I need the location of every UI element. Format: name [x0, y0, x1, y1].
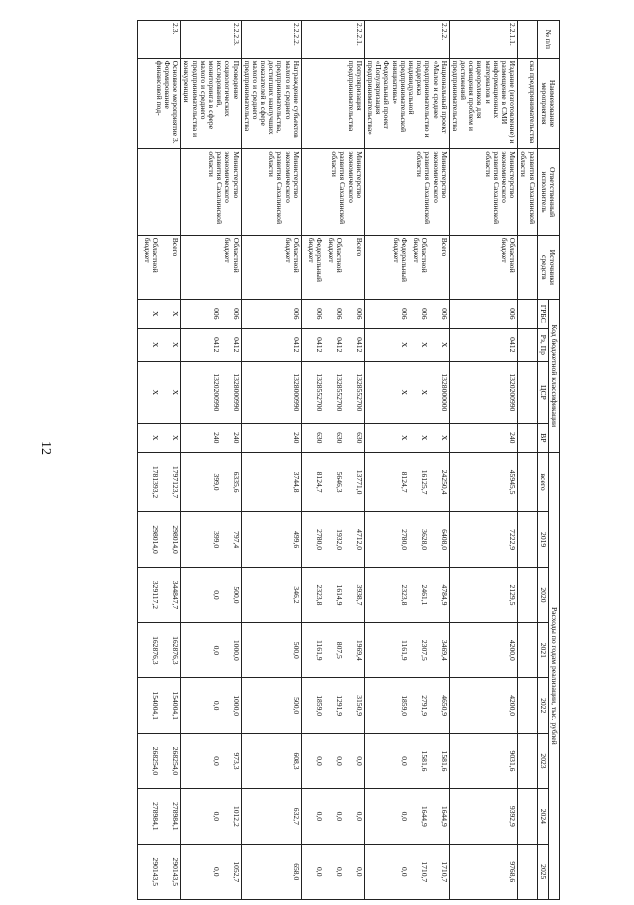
- year-value-cell: [181, 512, 241, 567]
- year-value: 9768,6: [508, 861, 518, 883]
- grbs-code-cell: [301, 299, 364, 328]
- year-value: 0,0: [399, 811, 409, 822]
- csr-code: Х: [171, 389, 181, 396]
- rzpr-code: Х: [399, 342, 409, 348]
- executor: [138, 149, 181, 235]
- year-value-cell: [301, 623, 364, 678]
- total-value-cell: [301, 452, 364, 512]
- grbs-code-cell: [364, 299, 449, 328]
- table-body: [138, 21, 537, 900]
- year-value-cell: [138, 678, 181, 733]
- page-number: 12: [38, 441, 53, 455]
- budget-table: [137, 20, 560, 900]
- csr-code: 1328000000: [439, 373, 449, 412]
- year-value: 1710,7: [439, 861, 449, 883]
- rzpr-code-cell: [181, 328, 241, 361]
- year-value: 0,0: [334, 811, 344, 822]
- csr-code: 1328552700: [314, 373, 324, 412]
- header-year: 2023: [537, 733, 548, 788]
- total-value-cell: [518, 452, 537, 512]
- csr-code: 1328552700: [354, 373, 364, 412]
- total-value: 8124,7: [399, 471, 409, 493]
- table-row: [518, 21, 537, 900]
- year-value: 278984,1: [171, 802, 181, 831]
- year-value: 162876,3: [171, 636, 181, 665]
- year-value-cell: [364, 844, 449, 899]
- funding-source-cell: [449, 235, 518, 299]
- year-value-cell: [241, 623, 301, 678]
- year-value: 0,0: [211, 590, 221, 600]
- header-year: 2025: [537, 844, 548, 899]
- year-value-cell: [449, 789, 518, 844]
- year-value: 0,0: [334, 867, 344, 877]
- year-value-cell: [518, 733, 537, 788]
- rzpr-code: Х: [439, 342, 449, 348]
- row-number: 2.2.2.1.: [301, 21, 364, 59]
- total-value: 1797123,7: [171, 465, 181, 499]
- rzpr-code: Х: [419, 342, 429, 348]
- total-value: 3744,8: [291, 471, 301, 493]
- rzpr-code: 0412: [291, 337, 301, 353]
- year-value-cell: [181, 678, 241, 733]
- csr-code-cell: [364, 361, 449, 423]
- vr-code: 630: [314, 432, 324, 444]
- rzpr-code: 0412: [211, 337, 221, 353]
- funding-source: Всего: [439, 237, 449, 257]
- header-csr: ЦСР: [537, 361, 548, 423]
- year-value-cell: [138, 789, 181, 844]
- year-value: 500,0: [231, 586, 241, 604]
- table-row: [449, 21, 518, 900]
- year-value: 1969,4: [354, 639, 364, 661]
- year-value: 154004,1: [171, 691, 181, 720]
- year-value: 0,0: [211, 867, 221, 877]
- executor: Министерство экономического развития Сахалинской области: [241, 149, 301, 235]
- year-value-cell: [138, 512, 181, 567]
- year-value: 608,3: [291, 752, 301, 770]
- grbs-code: 006: [508, 308, 518, 320]
- year-value: 1581,6: [419, 750, 429, 772]
- total-value-cell: [181, 452, 241, 512]
- total-value-cell: [364, 452, 449, 512]
- grbs-code-cell: [449, 299, 518, 328]
- funding-source: Областной бюджет: [143, 237, 161, 273]
- year-value-cell: [138, 844, 181, 899]
- year-value: 9031,6: [508, 750, 518, 772]
- total-value-cell: [449, 452, 518, 512]
- event-name: Основное мероприятие 3. Формирование финансовой под-: [138, 58, 181, 149]
- grbs-code: 006: [334, 308, 344, 320]
- csr-code: Х: [419, 389, 429, 396]
- funding-source: Федеральный бюджет: [391, 237, 409, 282]
- year-value-cell: [241, 844, 301, 899]
- csr-code-cell: [449, 361, 518, 423]
- header-vr: ВР: [537, 423, 548, 452]
- grbs-code: 006: [419, 308, 429, 320]
- event-name: Популяризация предпринимательства: [301, 58, 364, 149]
- year-value-cell: [241, 512, 301, 567]
- rzpr-code-cell: [518, 328, 537, 361]
- row-number: 2.2.2.2.: [241, 21, 301, 59]
- event-name: Награждение субъектов малого и среднего предпринимательства, достигших наилучших показателей в сфере малого и среднего предпринимательства: [241, 58, 301, 149]
- year-value: 4712,0: [354, 529, 364, 551]
- year-value-cell: [138, 623, 181, 678]
- year-value-cell: [518, 567, 537, 622]
- funding-source-cell: [364, 235, 449, 299]
- year-value: 1581,6: [439, 750, 449, 772]
- csr-code: Х: [151, 389, 161, 396]
- rzpr-code: 0412: [508, 337, 518, 353]
- year-value: 278984,1: [151, 802, 161, 831]
- table-row: [181, 21, 241, 900]
- year-value-cell: [301, 733, 364, 788]
- vr-code-cell: [301, 423, 364, 452]
- funding-source: Областной бюджет: [411, 237, 429, 273]
- funding-source: Всего: [354, 237, 364, 257]
- year-value-cell: [449, 623, 518, 678]
- rzpr-code: 0412: [231, 337, 241, 353]
- year-value-cell: [181, 789, 241, 844]
- year-value-cell: [181, 733, 241, 788]
- vr-code: 630: [334, 432, 344, 444]
- year-value-cell: [364, 623, 449, 678]
- year-value: 1614,9: [334, 584, 344, 606]
- year-value: 399,0: [211, 531, 221, 549]
- year-value: 1644,9: [419, 805, 429, 827]
- rzpr-code-cell: [449, 328, 518, 361]
- grbs-code: 006: [354, 308, 364, 320]
- year-value: 0,0: [354, 811, 364, 822]
- header-year: 2022: [537, 678, 548, 733]
- csr-code: Х: [399, 389, 409, 396]
- vr-code: Х: [419, 435, 429, 441]
- grbs-code: 006: [314, 308, 324, 320]
- header-year: 2019: [537, 512, 548, 567]
- grbs-code: Х: [151, 311, 161, 317]
- year-value: 2129,5: [508, 584, 518, 606]
- header-total: всего: [537, 452, 548, 512]
- total-value: 5646,3: [334, 471, 344, 493]
- year-value: 2780,0: [314, 529, 324, 551]
- executor: Министерство экономического развития Сахалинской области: [364, 149, 449, 235]
- event-name: Национальный проект «Малое и среднее предпринимательство и поддержка индивидуальной предпринимательской инициативы» Федеральный проект «Популяризация предпринимательства»: [364, 58, 449, 149]
- year-value: 1161,9: [399, 640, 409, 661]
- table-row: [138, 21, 181, 900]
- vr-code-cell: [138, 423, 181, 452]
- grbs-code: 006: [211, 308, 221, 320]
- year-value: 4650,9: [439, 695, 449, 717]
- year-value: 4200,0: [508, 639, 518, 661]
- event-name: ска предпринимательства: [518, 58, 537, 149]
- year-value: 298014,0: [171, 525, 181, 554]
- header-executor: Ответственный исполнитель: [537, 149, 559, 235]
- year-value-cell: [301, 512, 364, 567]
- year-value: 1000,0: [231, 639, 241, 661]
- year-value-cell: [518, 844, 537, 899]
- year-value: 2323,8: [399, 584, 409, 606]
- year-value: 0,0: [211, 700, 221, 711]
- year-value: 500,0: [291, 641, 301, 659]
- rzpr-code: Х: [151, 342, 161, 348]
- executor: Министерство экономического развития Сахалинской области: [449, 149, 518, 235]
- year-value: 2307,5: [419, 639, 429, 661]
- rzpr-code-cell: [241, 328, 301, 361]
- total-value-cell: [138, 452, 181, 512]
- year-value: 4784,9: [439, 584, 449, 606]
- year-value-cell: [301, 567, 364, 622]
- year-value: 0,0: [354, 867, 364, 877]
- year-value: 162876,3: [151, 636, 161, 665]
- year-value-cell: [449, 512, 518, 567]
- funding-source: Областной бюджет: [283, 237, 301, 273]
- year-value-cell: [241, 789, 301, 844]
- vr-code: Х: [399, 435, 409, 441]
- event-name: Издание (изготовление) и размещение в СМИ информационных материалов и видеороликов для освещения проблем и достижений предпринимательства: [449, 58, 518, 149]
- rzpr-code-cell: [364, 328, 449, 361]
- year-value: 1644,9: [439, 805, 449, 827]
- funding-source-cell: [138, 235, 181, 299]
- year-value-cell: [449, 678, 518, 733]
- header-num: № п/п: [537, 21, 559, 59]
- year-value: 0,0: [211, 756, 221, 766]
- year-value-cell: [364, 789, 449, 844]
- vr-code: 240: [291, 432, 301, 444]
- table-row: [364, 21, 449, 900]
- csr-code: 1328552700: [334, 373, 344, 412]
- total-value: 6335,6: [231, 471, 241, 493]
- funding-source: [200, 238, 220, 297]
- year-value-cell: [518, 678, 537, 733]
- table-row: [241, 21, 301, 900]
- year-value: 154004,1: [151, 691, 161, 720]
- total-value: 45945,5: [508, 469, 518, 495]
- total-value: 24250,4: [439, 469, 449, 495]
- year-value-cell: [301, 789, 364, 844]
- year-value-cell: [181, 623, 241, 678]
- funding-source: Областной бюджет: [223, 237, 241, 273]
- executor: развития Сахалинской области: [518, 149, 537, 235]
- rzpr-code: 0412: [354, 337, 364, 353]
- year-value: 2323,8: [314, 584, 324, 606]
- year-value: 298014,0: [151, 525, 161, 554]
- header-source: Источники средств: [537, 235, 559, 299]
- year-value-cell: [364, 567, 449, 622]
- year-value-cell: [449, 567, 518, 622]
- header-grbs: ГРБС: [537, 299, 548, 328]
- year-value: 9392,9: [508, 805, 518, 827]
- vr-code: 630: [354, 432, 364, 444]
- year-value: 500,0: [291, 697, 301, 715]
- year-value: 0,0: [314, 756, 324, 766]
- year-value: 290143,5: [171, 857, 181, 886]
- vr-code: 240: [508, 432, 518, 444]
- vr-code-cell: [518, 423, 537, 452]
- funding-source-cell: [181, 235, 241, 299]
- year-value: 7222,9: [508, 529, 518, 551]
- rzpr-code: Х: [171, 342, 181, 348]
- grbs-code: 006: [291, 308, 301, 320]
- rzpr-code: 0412: [334, 337, 344, 353]
- grbs-code-cell: [518, 299, 537, 328]
- year-value: 0,0: [314, 867, 324, 877]
- rzpr-code-cell: [301, 328, 364, 361]
- grbs-code: 006: [231, 308, 241, 320]
- year-value-cell: [138, 733, 181, 788]
- header-name: Наименование мероприятия: [537, 58, 559, 149]
- year-value: 290143,5: [151, 857, 161, 886]
- year-value: 2780,0: [399, 529, 409, 551]
- year-value: 1012,2: [231, 805, 241, 827]
- total-value: 13771,0: [354, 469, 364, 495]
- funding-source: Областной бюджет: [326, 237, 344, 273]
- year-value: 3628,0: [419, 529, 429, 551]
- year-value: 1859,0: [399, 695, 409, 717]
- vr-code-cell: [364, 423, 449, 452]
- year-value: 6408,0: [439, 529, 449, 551]
- vr-code: 240: [211, 432, 221, 444]
- funding-source-cell: [518, 235, 537, 299]
- year-value: 0,0: [354, 756, 364, 766]
- total-value: 16125,7: [419, 469, 429, 495]
- funding-source: Всего: [171, 237, 181, 257]
- grbs-code-cell: [241, 299, 301, 328]
- year-value-cell: [449, 844, 518, 899]
- row-number: [518, 21, 537, 59]
- total-value: 1781393,2: [151, 465, 161, 499]
- year-value: 0,0: [314, 811, 324, 822]
- year-value: 3150,9: [354, 695, 364, 717]
- grbs-code-cell: [181, 299, 241, 328]
- vr-code: 240: [231, 432, 241, 444]
- total-value: 399,0: [211, 473, 221, 491]
- vr-code-cell: [449, 423, 518, 452]
- csr-code: 1328000990: [231, 373, 241, 412]
- year-value: 0,0: [399, 867, 409, 877]
- csr-code-cell: [241, 361, 301, 423]
- csr-code: 1328000990: [291, 373, 301, 412]
- year-value: 344847,7: [171, 580, 181, 610]
- year-value: 2791,9: [419, 695, 429, 717]
- vr-code: Х: [171, 435, 181, 441]
- year-value: 268254,0: [171, 746, 181, 776]
- total-value-cell: [241, 452, 301, 512]
- year-value-cell: [181, 844, 241, 899]
- year-value: 1710,7: [419, 861, 429, 883]
- year-value: 1000,0: [231, 695, 241, 717]
- year-value: 3938,7: [354, 584, 364, 606]
- year-value: 1859,0: [314, 695, 324, 717]
- executor: Министерство экономического развития Сахалинской области: [301, 149, 364, 235]
- header-year: 2020: [537, 567, 548, 622]
- total-value: 8124,7: [314, 471, 324, 493]
- vr-code-cell: [181, 423, 241, 452]
- year-value: 329117,2: [151, 580, 161, 610]
- csr-code-cell: [518, 361, 537, 423]
- year-value-cell: [364, 733, 449, 788]
- header-expenses: Расходы по годам реализации, тыс. рублей: [548, 452, 559, 899]
- year-value: 807,5: [334, 641, 344, 659]
- year-value: 632,7: [291, 807, 301, 825]
- row-number: 2.2.2.3.: [181, 21, 241, 59]
- year-value-cell: [138, 567, 181, 622]
- table-header: [537, 21, 559, 900]
- grbs-code-cell: [138, 299, 181, 328]
- budget-table-sheet: [80, 20, 560, 900]
- year-value-cell: [241, 678, 301, 733]
- rzpr-code: 0412: [314, 337, 324, 353]
- grbs-code: Х: [171, 311, 181, 317]
- vr-code: Х: [439, 435, 449, 441]
- header-year: 2024: [537, 789, 548, 844]
- grbs-code: 006: [439, 308, 449, 320]
- year-value: 1052,7: [231, 861, 241, 883]
- year-value: 499,6: [291, 531, 301, 549]
- funding-source: Областной бюджет: [500, 237, 518, 273]
- event-name: Проведение социологических исследований, мониторинга в сфере малого и среднего предпринимательства и конкуренции: [181, 58, 241, 149]
- year-value: 973,3: [231, 752, 241, 770]
- year-value: 2461,1: [419, 584, 429, 606]
- year-value-cell: [518, 623, 537, 678]
- rotated-page-area: [80, 20, 560, 900]
- csr-code-cell: [301, 361, 364, 423]
- row-number: 2.3.: [138, 21, 181, 59]
- csr-code-cell: [138, 361, 181, 423]
- vr-code: Х: [151, 435, 161, 441]
- year-value-cell: [518, 512, 537, 567]
- header-budget-code: Код бюджетной классификации: [548, 299, 559, 452]
- year-value: 4200,0: [508, 695, 518, 717]
- vr-code-cell: [241, 423, 301, 452]
- year-value-cell: [364, 678, 449, 733]
- year-value: 1932,0: [334, 529, 344, 551]
- year-value: 797,4: [231, 531, 241, 549]
- year-value-cell: [518, 789, 537, 844]
- funding-source: Федеральный бюджет: [306, 237, 324, 282]
- row-number: 2.2.1.1.: [449, 21, 518, 59]
- funding-source-cell: [301, 235, 364, 299]
- executor: Министерство экономического развития Сахалинской области: [181, 149, 241, 235]
- year-value: 0,0: [211, 645, 221, 656]
- year-value-cell: [241, 567, 301, 622]
- year-value: 0,0: [399, 756, 409, 766]
- year-value-cell: [241, 733, 301, 788]
- year-value-cell: [181, 567, 241, 622]
- row-number: 2.2.2.: [364, 21, 449, 59]
- year-value: 1291,9: [334, 695, 344, 717]
- year-value: 268254,0: [151, 746, 161, 776]
- funding-source-cell: [241, 235, 301, 299]
- year-value: 0,0: [334, 756, 344, 766]
- year-value: 1161,9: [314, 640, 324, 661]
- rzpr-code-cell: [138, 328, 181, 361]
- year-value: 3469,4: [439, 639, 449, 661]
- year-value-cell: [449, 733, 518, 788]
- csr-code-cell: [181, 361, 241, 423]
- csr-code: 1320200990: [508, 373, 518, 412]
- year-value: 0,0: [211, 811, 221, 822]
- header-year: 2021: [537, 623, 548, 678]
- year-value: 346,2: [291, 586, 301, 604]
- year-value: 658,0: [291, 863, 301, 881]
- year-value-cell: [301, 678, 364, 733]
- csr-code: 1320200990: [211, 373, 221, 412]
- table-row: [301, 21, 364, 900]
- grbs-code: 006: [399, 308, 409, 320]
- header-rzpr: Рз, Пр: [537, 328, 548, 361]
- year-value-cell: [364, 512, 449, 567]
- year-value-cell: [301, 844, 364, 899]
